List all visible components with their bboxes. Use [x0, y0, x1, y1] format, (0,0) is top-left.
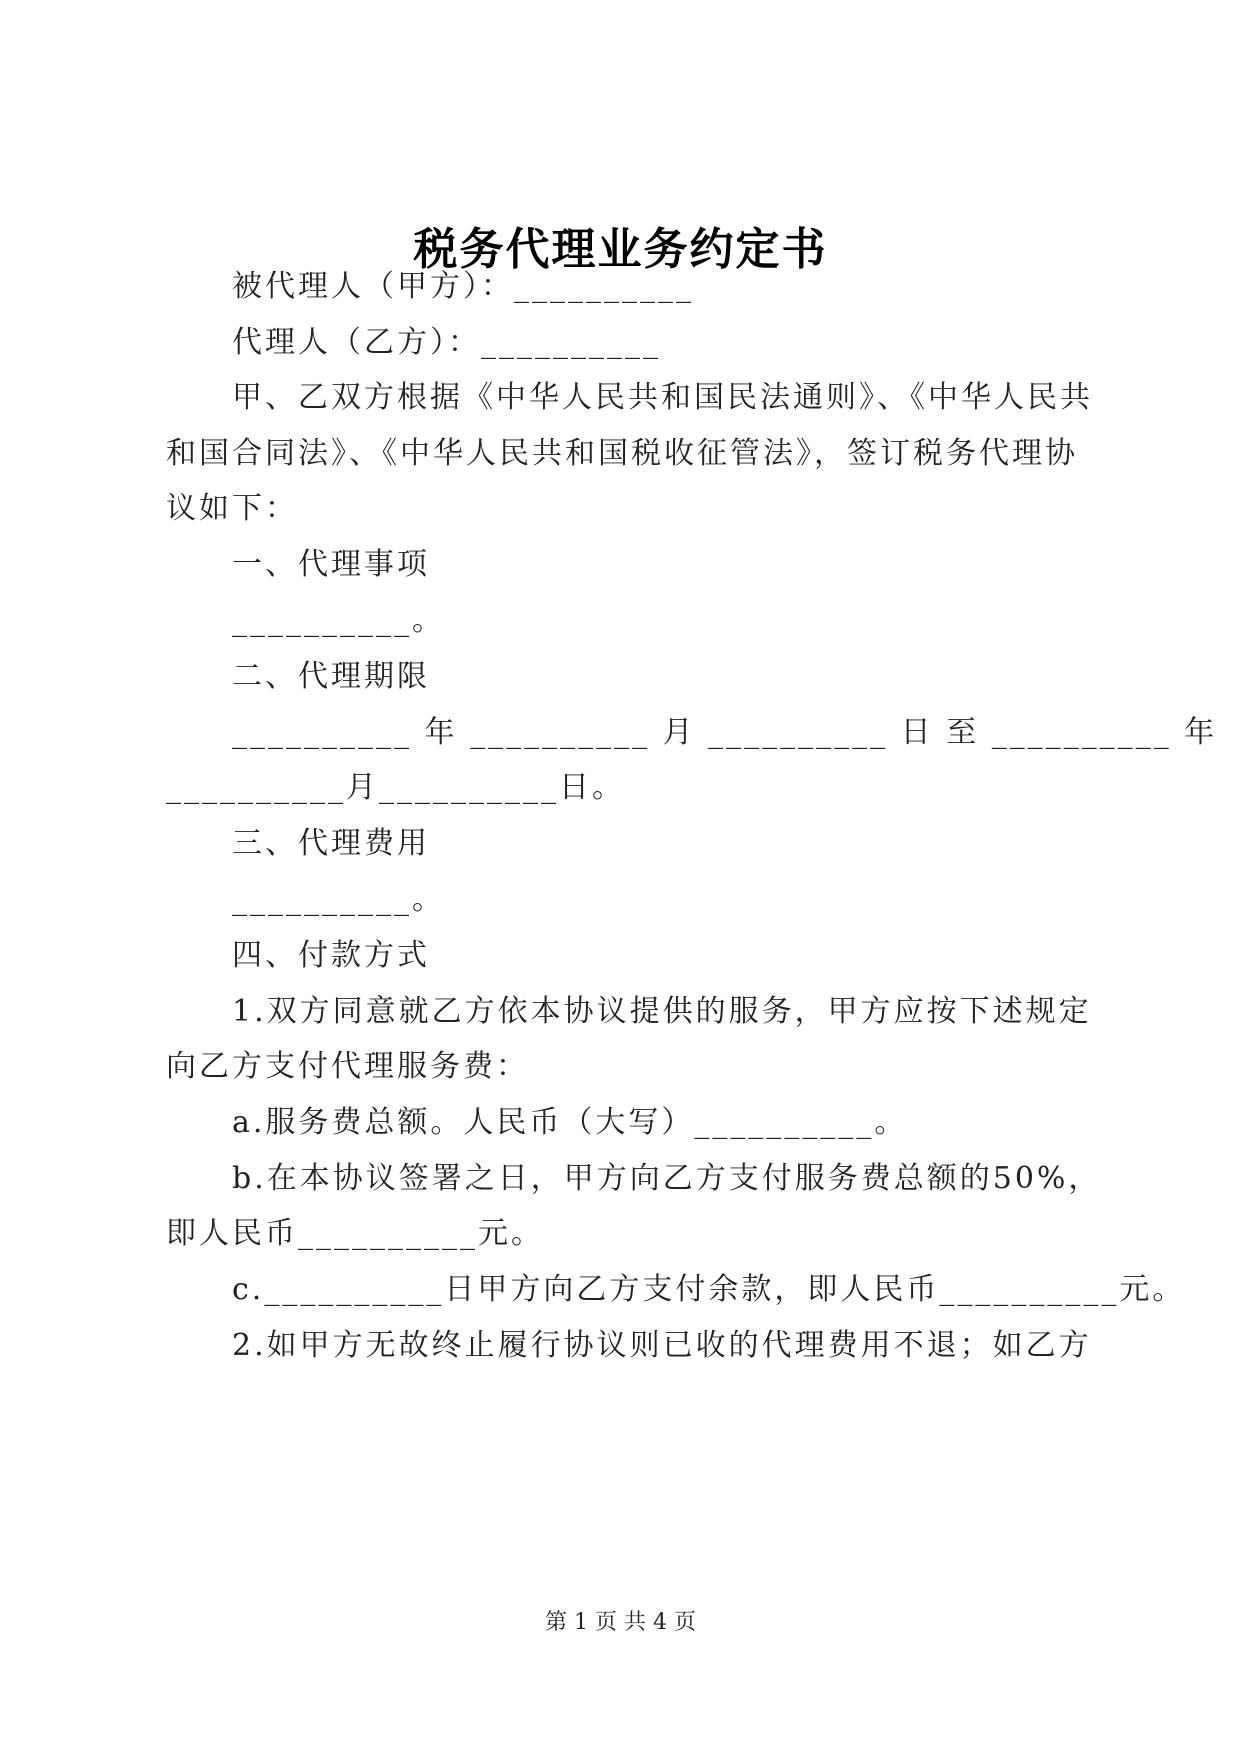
section-heading-term: 二、代理期限	[232, 659, 430, 694]
document-title: 税务代理业务约定书	[413, 224, 828, 275]
term-date-line-2: __________月__________日。	[166, 770, 625, 805]
section-heading-payment: 四、付款方式	[232, 938, 430, 973]
payment-item-b-line-2: 即人民币__________元。	[166, 1216, 544, 1251]
party-a-line: 被代理人（甲方）：__________	[232, 269, 694, 304]
section-heading-fees: 三、代理费用	[232, 826, 430, 861]
payment-item-a: a.服务费总额。人民币（大写）__________。	[232, 1105, 908, 1140]
payment-clause-1-line-1: 1.双方同意就乙方依本协议提供的服务，甲方应按下述规定	[232, 994, 1092, 1029]
party-b-line: 代理人（乙方）：__________	[232, 325, 661, 360]
fees-blank-line: __________。	[232, 882, 445, 917]
payment-clause-1-line-2: 向乙方支付代理服务费：	[166, 1049, 529, 1084]
payment-item-c: c.__________日甲方向乙方支付余款，即人民币__________元。	[232, 1272, 1186, 1307]
preamble-line-2: 和国合同法》、《中华人民共和国税收征管法》，签订税务代理协	[166, 436, 1078, 471]
preamble-line-1: 甲、乙双方根据《中华人民共和国民法通则》、《中华人民共	[232, 380, 1093, 415]
payment-item-b-line-1: b.在本协议签署之日，甲方向乙方支付服务费总额的50%，	[232, 1161, 1102, 1196]
preamble-line-3: 议如下：	[166, 491, 298, 526]
matters-blank-line: __________。	[232, 603, 445, 638]
payment-clause-2-line-1: 2.如甲方无故终止履行协议则已收的代理费用不退；如乙方	[232, 1328, 1092, 1363]
section-heading-matters: 一、代理事项	[232, 547, 430, 582]
page-footer: 第 1 页 共 4 页	[545, 1610, 696, 1635]
term-date-line-1: __________ 年 __________ 月 __________ 日 至 __________ 年	[232, 715, 1218, 750]
